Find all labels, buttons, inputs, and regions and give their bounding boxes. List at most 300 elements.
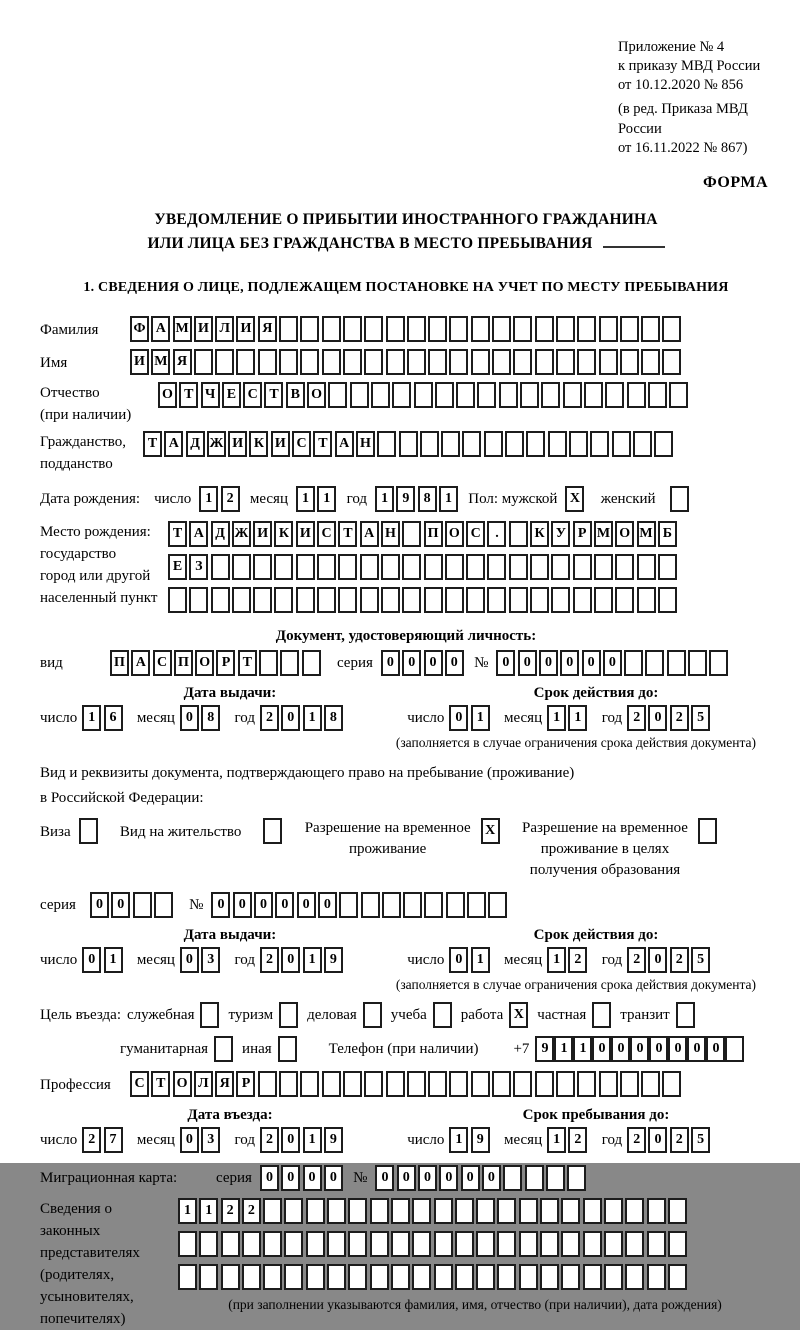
form-cell[interactable] <box>688 650 707 676</box>
form-cell[interactable]: 5 <box>691 705 710 731</box>
form-cell[interactable]: Д <box>211 521 230 547</box>
form-cell[interactable] <box>540 1264 559 1290</box>
form-cell[interactable]: 3 <box>201 1127 220 1153</box>
form-cell[interactable] <box>322 316 341 342</box>
form-cell[interactable] <box>535 1071 554 1097</box>
form-cell[interactable] <box>215 349 234 375</box>
form-cell[interactable]: П <box>110 650 129 676</box>
form-cell[interactable] <box>604 1198 623 1224</box>
form-cell[interactable] <box>625 1198 644 1224</box>
form-cell[interactable] <box>274 554 293 580</box>
form-cell[interactable] <box>667 650 686 676</box>
form-cell[interactable] <box>637 587 656 613</box>
form-cell[interactable] <box>449 1071 468 1097</box>
form-cell[interactable] <box>343 316 362 342</box>
form-cell[interactable] <box>300 349 319 375</box>
form-cell[interactable] <box>476 1264 495 1290</box>
form-cell[interactable]: 0 <box>582 650 601 676</box>
form-cell[interactable] <box>284 1231 303 1257</box>
form-cell[interactable]: К <box>249 431 268 457</box>
form-cell[interactable]: И <box>296 521 315 547</box>
form-cell[interactable] <box>211 554 230 580</box>
form-cell[interactable]: 0 <box>180 705 199 731</box>
form-cell[interactable] <box>556 349 575 375</box>
form-cell[interactable]: М <box>637 521 656 547</box>
form-cell[interactable] <box>662 349 681 375</box>
form-cell[interactable]: 0 <box>630 1036 649 1062</box>
form-cell[interactable]: А <box>131 650 150 676</box>
form-cell[interactable]: И <box>236 316 255 342</box>
form-cell[interactable]: О <box>445 521 464 547</box>
form-cell[interactable]: 2 <box>221 1198 240 1224</box>
form-cell[interactable] <box>556 1071 575 1097</box>
form-cell[interactable]: 8 <box>201 705 220 731</box>
form-cell[interactable] <box>625 1231 644 1257</box>
form-cell[interactable] <box>605 382 624 408</box>
form-cell[interactable]: 0 <box>648 705 667 731</box>
form-cell[interactable]: И <box>228 431 247 457</box>
form-cell[interactable] <box>263 1231 282 1257</box>
form-cell[interactable] <box>466 554 485 580</box>
form-cell[interactable] <box>647 1264 666 1290</box>
form-cell[interactable]: 1 <box>471 947 490 973</box>
form-cell[interactable] <box>133 892 152 918</box>
form-cell[interactable]: 3 <box>201 947 220 973</box>
form-cell[interactable]: 9 <box>535 1036 554 1062</box>
form-cell[interactable] <box>641 1071 660 1097</box>
form-cell[interactable] <box>709 650 728 676</box>
form-cell[interactable]: Р <box>216 650 235 676</box>
form-cell[interactable] <box>620 316 639 342</box>
form-cell[interactable]: О <box>195 650 214 676</box>
form-cell[interactable] <box>497 1231 516 1257</box>
form-cell[interactable]: 0 <box>381 650 400 676</box>
form-cell[interactable]: 2 <box>242 1198 261 1224</box>
form-cell[interactable]: 1 <box>375 486 394 512</box>
form-cell[interactable]: Ф <box>130 316 149 342</box>
form-cell[interactable] <box>364 316 383 342</box>
form-cell[interactable]: 0 <box>611 1036 630 1062</box>
form-cell[interactable]: О <box>307 382 326 408</box>
form-cell[interactable] <box>620 1071 639 1097</box>
form-cell[interactable] <box>530 554 549 580</box>
form-cell[interactable]: 2 <box>627 705 646 731</box>
form-cell[interactable] <box>407 349 426 375</box>
form-cell[interactable] <box>541 382 560 408</box>
form-cell[interactable] <box>300 316 319 342</box>
form-cell[interactable]: 0 <box>318 892 337 918</box>
form-cell[interactable]: 0 <box>592 1036 611 1062</box>
form-cell[interactable] <box>471 1071 490 1097</box>
form-cell[interactable] <box>604 1264 623 1290</box>
form-cell[interactable]: 1 <box>178 1198 197 1224</box>
form-cell[interactable]: 0 <box>668 1036 687 1062</box>
form-cell[interactable] <box>519 1264 538 1290</box>
form-cell[interactable] <box>633 431 652 457</box>
form-cell[interactable] <box>561 1264 580 1290</box>
form-cell[interactable]: Н <box>381 521 400 547</box>
form-cell[interactable] <box>624 650 643 676</box>
form-cell[interactable] <box>370 1264 389 1290</box>
form-cell[interactable] <box>279 316 298 342</box>
form-cell[interactable]: 1 <box>303 1127 322 1153</box>
form-cell[interactable] <box>535 316 554 342</box>
form-cell[interactable]: 0 <box>297 892 316 918</box>
form-cell[interactable]: 8 <box>324 705 343 731</box>
form-cell[interactable]: 2 <box>670 947 689 973</box>
form-cell[interactable]: 2 <box>260 1127 279 1153</box>
form-cell[interactable] <box>637 554 656 580</box>
form-cell[interactable] <box>599 1071 618 1097</box>
form-cell[interactable] <box>327 1198 346 1224</box>
form-cell[interactable] <box>279 1002 298 1028</box>
form-cell[interactable] <box>428 316 447 342</box>
form-cell[interactable] <box>505 431 524 457</box>
form-cell[interactable] <box>583 1198 602 1224</box>
form-cell[interactable] <box>647 1231 666 1257</box>
form-cell[interactable] <box>221 1264 240 1290</box>
form-cell[interactable]: 0 <box>275 892 294 918</box>
form-cell[interactable]: 1 <box>104 947 123 973</box>
form-cell[interactable]: Е <box>222 382 241 408</box>
form-cell[interactable]: Т <box>338 521 357 547</box>
form-cell[interactable] <box>361 892 380 918</box>
form-cell[interactable] <box>658 554 677 580</box>
form-cell[interactable] <box>412 1198 431 1224</box>
form-cell[interactable]: Т <box>179 382 198 408</box>
form-cell[interactable] <box>645 650 664 676</box>
form-cell[interactable] <box>488 892 507 918</box>
form-cell[interactable] <box>662 1071 681 1097</box>
form-cell[interactable]: М <box>151 349 170 375</box>
form-cell[interactable]: 0 <box>539 650 558 676</box>
form-cell[interactable] <box>328 382 347 408</box>
form-cell[interactable]: С <box>153 650 172 676</box>
form-cell[interactable] <box>168 587 187 613</box>
form-cell[interactable]: 9 <box>324 1127 343 1153</box>
form-cell[interactable] <box>604 1231 623 1257</box>
form-cell[interactable] <box>322 349 341 375</box>
form-cell[interactable] <box>322 1071 341 1097</box>
form-cell[interactable]: 0 <box>706 1036 725 1062</box>
form-cell[interactable] <box>434 1231 453 1257</box>
form-cell[interactable]: Я <box>173 349 192 375</box>
form-cell[interactable] <box>548 431 567 457</box>
form-cell[interactable]: Л <box>194 1071 213 1097</box>
form-cell[interactable] <box>258 349 277 375</box>
form-cell[interactable] <box>402 587 421 613</box>
form-cell[interactable]: И <box>194 316 213 342</box>
form-cell[interactable]: 0 <box>180 947 199 973</box>
form-cell[interactable] <box>399 431 418 457</box>
form-cell[interactable]: 1 <box>554 1036 573 1062</box>
form-cell[interactable]: 0 <box>281 1165 300 1191</box>
form-cell[interactable] <box>154 892 173 918</box>
form-cell[interactable] <box>662 316 681 342</box>
form-cell[interactable] <box>492 349 511 375</box>
form-cell[interactable]: 1 <box>82 705 101 731</box>
form-cell[interactable]: 2 <box>670 1127 689 1153</box>
form-cell[interactable] <box>477 382 496 408</box>
form-cell[interactable] <box>583 1231 602 1257</box>
form-cell[interactable]: 1 <box>439 486 458 512</box>
form-cell[interactable] <box>520 382 539 408</box>
form-cell[interactable] <box>599 316 618 342</box>
form-cell[interactable]: 1 <box>547 947 566 973</box>
form-cell[interactable] <box>371 382 390 408</box>
form-cell[interactable] <box>487 587 506 613</box>
form-cell[interactable] <box>392 382 411 408</box>
form-cell[interactable] <box>381 587 400 613</box>
form-cell[interactable]: 0 <box>603 650 622 676</box>
form-cell[interactable] <box>79 818 98 844</box>
form-cell[interactable] <box>386 316 405 342</box>
form-cell[interactable]: 0 <box>402 650 421 676</box>
form-cell[interactable]: Т <box>238 650 257 676</box>
form-cell[interactable] <box>278 1036 297 1062</box>
form-cell[interactable] <box>302 650 321 676</box>
form-cell[interactable] <box>561 1231 580 1257</box>
form-cell[interactable] <box>306 1198 325 1224</box>
form-cell[interactable]: Я <box>258 316 277 342</box>
form-cell[interactable] <box>424 587 443 613</box>
form-cell[interactable] <box>435 382 454 408</box>
form-cell[interactable]: 0 <box>648 1127 667 1153</box>
form-cell[interactable]: 1 <box>199 1198 218 1224</box>
form-cell[interactable]: И <box>271 431 290 457</box>
form-cell[interactable] <box>519 1231 538 1257</box>
form-cell[interactable] <box>221 1231 240 1257</box>
form-cell[interactable]: 0 <box>482 1165 501 1191</box>
form-cell[interactable] <box>420 431 439 457</box>
form-cell[interactable]: П <box>174 650 193 676</box>
form-cell[interactable] <box>189 587 208 613</box>
form-cell[interactable]: Д <box>186 431 205 457</box>
form-cell[interactable]: 8 <box>418 486 437 512</box>
form-cell[interactable]: Е <box>168 554 187 580</box>
form-cell[interactable] <box>350 382 369 408</box>
form-cell[interactable] <box>412 1264 431 1290</box>
form-cell[interactable] <box>199 1264 218 1290</box>
form-cell[interactable] <box>428 349 447 375</box>
form-cell[interactable]: 2 <box>568 1127 587 1153</box>
form-cell[interactable] <box>668 1198 687 1224</box>
form-cell[interactable] <box>594 587 613 613</box>
form-cell[interactable]: 1 <box>303 947 322 973</box>
form-cell[interactable] <box>509 587 528 613</box>
form-cell[interactable] <box>540 1231 559 1257</box>
form-cell[interactable] <box>259 650 278 676</box>
form-cell[interactable] <box>584 382 603 408</box>
form-cell[interactable]: 0 <box>687 1036 706 1062</box>
form-cell[interactable] <box>402 521 421 547</box>
form-cell[interactable] <box>214 1036 233 1062</box>
form-cell[interactable] <box>676 1002 695 1028</box>
form-cell[interactable] <box>360 587 379 613</box>
form-cell[interactable]: 0 <box>211 892 230 918</box>
form-cell[interactable]: И <box>130 349 149 375</box>
form-cell[interactable] <box>317 587 336 613</box>
form-cell[interactable] <box>236 349 255 375</box>
form-cell[interactable] <box>519 1198 538 1224</box>
form-cell[interactable] <box>178 1231 197 1257</box>
form-cell[interactable] <box>284 1264 303 1290</box>
form-cell[interactable]: 0 <box>233 892 252 918</box>
form-cell[interactable] <box>654 431 673 457</box>
form-cell[interactable] <box>503 1165 522 1191</box>
form-cell[interactable] <box>456 382 475 408</box>
form-cell[interactable] <box>492 316 511 342</box>
form-cell[interactable] <box>441 431 460 457</box>
form-cell[interactable]: 1 <box>547 1127 566 1153</box>
form-cell[interactable]: 2 <box>221 486 240 512</box>
form-cell[interactable]: 0 <box>375 1165 394 1191</box>
form-cell[interactable] <box>561 1198 580 1224</box>
form-cell[interactable]: Т <box>143 431 162 457</box>
form-cell[interactable]: Р <box>236 1071 255 1097</box>
form-cell[interactable]: 0 <box>254 892 273 918</box>
form-cell[interactable] <box>412 1231 431 1257</box>
form-cell[interactable] <box>284 1198 303 1224</box>
form-cell[interactable] <box>386 349 405 375</box>
form-cell[interactable] <box>391 1231 410 1257</box>
form-cell[interactable]: 9 <box>324 947 343 973</box>
form-cell[interactable] <box>317 554 336 580</box>
form-cell[interactable] <box>577 316 596 342</box>
form-cell[interactable] <box>428 1071 447 1097</box>
form-cell[interactable]: Л <box>215 316 234 342</box>
form-cell[interactable] <box>296 554 315 580</box>
form-cell[interactable] <box>577 349 596 375</box>
form-cell[interactable] <box>377 431 396 457</box>
form-cell[interactable] <box>402 554 421 580</box>
form-cell[interactable] <box>509 554 528 580</box>
form-cell[interactable]: 1 <box>568 705 587 731</box>
form-cell[interactable] <box>455 1231 474 1257</box>
form-cell[interactable]: 0 <box>496 650 515 676</box>
form-cell[interactable]: С <box>317 521 336 547</box>
form-cell[interactable]: З <box>189 554 208 580</box>
form-cell[interactable] <box>364 1071 383 1097</box>
form-cell[interactable] <box>590 431 609 457</box>
form-cell[interactable]: Ж <box>232 521 251 547</box>
form-cell[interactable] <box>391 1198 410 1224</box>
form-cell[interactable] <box>594 554 613 580</box>
form-cell[interactable]: 9 <box>471 1127 490 1153</box>
form-cell[interactable] <box>466 587 485 613</box>
form-cell[interactable] <box>327 1231 346 1257</box>
form-cell[interactable] <box>492 1071 511 1097</box>
form-cell[interactable] <box>546 1165 565 1191</box>
form-cell[interactable] <box>253 587 272 613</box>
form-cell[interactable] <box>556 316 575 342</box>
form-cell[interactable] <box>567 1165 586 1191</box>
form-cell[interactable] <box>339 892 358 918</box>
form-cell[interactable] <box>476 1198 495 1224</box>
form-cell[interactable]: Я <box>215 1071 234 1097</box>
form-cell[interactable]: 2 <box>627 947 646 973</box>
form-cell[interactable]: 0 <box>461 1165 480 1191</box>
form-cell[interactable]: А <box>335 431 354 457</box>
form-cell[interactable] <box>348 1231 367 1257</box>
form-cell[interactable] <box>407 1071 426 1097</box>
form-cell[interactable] <box>363 1002 382 1028</box>
form-cell[interactable] <box>497 1198 516 1224</box>
form-cell[interactable]: 5 <box>691 947 710 973</box>
form-cell[interactable] <box>658 587 677 613</box>
form-cell[interactable] <box>386 1071 405 1097</box>
form-cell[interactable] <box>403 892 422 918</box>
form-cell[interactable] <box>615 554 634 580</box>
form-cell[interactable]: 0 <box>424 650 443 676</box>
form-cell[interactable] <box>535 349 554 375</box>
form-cell[interactable]: 5 <box>691 1127 710 1153</box>
form-cell[interactable]: Н <box>356 431 375 457</box>
form-cell[interactable]: 0 <box>418 1165 437 1191</box>
form-cell[interactable]: Ж <box>207 431 226 457</box>
form-cell[interactable]: С <box>292 431 311 457</box>
form-cell[interactable] <box>434 1264 453 1290</box>
form-cell[interactable] <box>647 1198 666 1224</box>
form-cell[interactable]: А <box>360 521 379 547</box>
form-cell[interactable]: X <box>509 1002 528 1028</box>
form-cell[interactable] <box>563 382 582 408</box>
form-cell[interactable]: Т <box>264 382 283 408</box>
form-cell[interactable] <box>242 1264 261 1290</box>
form-cell[interactable] <box>391 1264 410 1290</box>
form-cell[interactable] <box>669 382 688 408</box>
form-cell[interactable]: 0 <box>281 947 300 973</box>
form-cell[interactable]: 0 <box>648 947 667 973</box>
form-cell[interactable] <box>200 1002 219 1028</box>
form-cell[interactable]: 0 <box>82 947 101 973</box>
form-cell[interactable]: 1 <box>317 486 336 512</box>
form-cell[interactable]: 1 <box>199 486 218 512</box>
form-cell[interactable] <box>526 431 545 457</box>
form-cell[interactable] <box>513 316 532 342</box>
form-cell[interactable] <box>577 1071 596 1097</box>
form-cell[interactable] <box>551 587 570 613</box>
form-cell[interactable] <box>263 1264 282 1290</box>
form-cell[interactable]: 1 <box>449 1127 468 1153</box>
form-cell[interactable] <box>382 892 401 918</box>
form-cell[interactable]: 7 <box>104 1127 123 1153</box>
form-cell[interactable]: 2 <box>82 1127 101 1153</box>
form-cell[interactable] <box>627 382 646 408</box>
form-cell[interactable] <box>551 554 570 580</box>
form-cell[interactable] <box>348 1264 367 1290</box>
form-cell[interactable] <box>540 1198 559 1224</box>
form-cell[interactable]: У <box>551 521 570 547</box>
form-cell[interactable]: 0 <box>397 1165 416 1191</box>
form-cell[interactable]: А <box>151 316 170 342</box>
form-cell[interactable] <box>263 1198 282 1224</box>
form-cell[interactable] <box>615 587 634 613</box>
form-cell[interactable] <box>471 316 490 342</box>
form-cell[interactable] <box>625 1264 644 1290</box>
form-cell[interactable] <box>232 587 251 613</box>
form-cell[interactable]: 0 <box>445 650 464 676</box>
form-cell[interactable]: 0 <box>449 705 468 731</box>
form-cell[interactable]: 0 <box>449 947 468 973</box>
form-cell[interactable]: Т <box>151 1071 170 1097</box>
form-cell[interactable]: 0 <box>560 650 579 676</box>
form-cell[interactable] <box>274 587 293 613</box>
form-cell[interactable] <box>280 650 299 676</box>
form-cell[interactable] <box>573 554 592 580</box>
form-cell[interactable] <box>194 349 213 375</box>
form-cell[interactable] <box>414 382 433 408</box>
